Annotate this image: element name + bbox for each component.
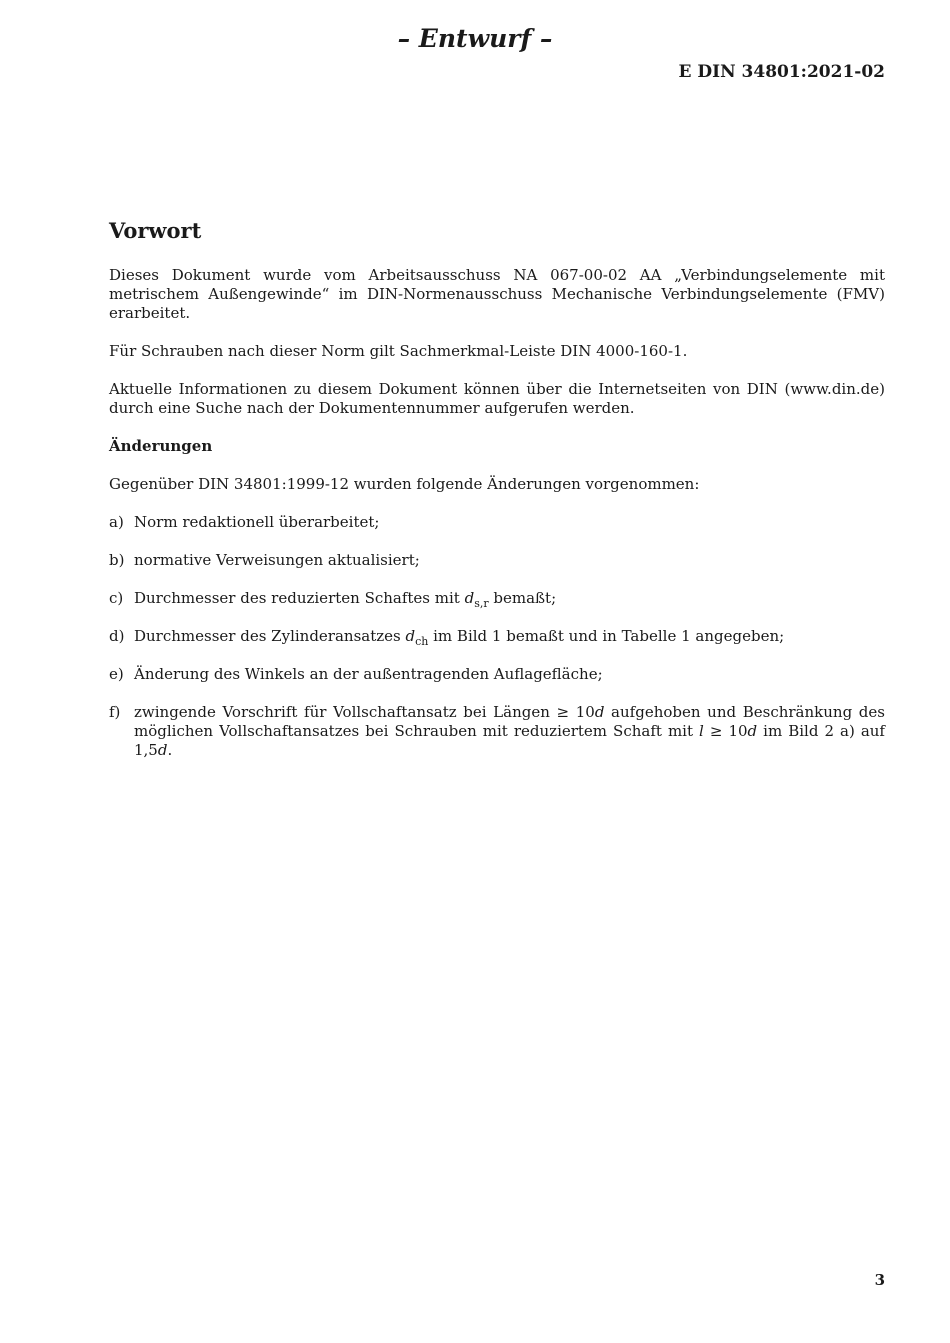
list-item-a bbox=[109, 513, 885, 532]
symbol-subscript: s,r bbox=[474, 597, 489, 610]
page-number: 3 bbox=[874, 1271, 885, 1289]
changes-heading: Änderungen bbox=[109, 437, 213, 455]
page-content bbox=[109, 218, 885, 779]
text-segment: zwingende Vorschrift für Vollschaftansatz bei Längen ≥ 10 bbox=[134, 703, 595, 721]
text-segment: bemaßt; bbox=[488, 589, 557, 607]
list-label: e) bbox=[109, 665, 124, 683]
document-identifier: E DIN 34801:2021-02 bbox=[678, 62, 885, 82]
symbol-subscript: ch bbox=[415, 635, 429, 648]
list-label: c) bbox=[109, 589, 124, 607]
text-segment: im Bild 2 a) auf 1,5 bbox=[134, 722, 885, 759]
list-label: b) bbox=[109, 551, 125, 569]
list-item-c bbox=[109, 589, 885, 608]
symbol: d bbox=[464, 589, 475, 607]
list-text bbox=[134, 589, 885, 608]
list-label: f) bbox=[109, 703, 121, 721]
text-segment: Durchmesser des reduzierten Schaftes mit bbox=[134, 589, 465, 607]
list-label: d) bbox=[109, 627, 125, 645]
symbol: d bbox=[405, 627, 416, 645]
list-item-e bbox=[109, 665, 885, 684]
list-item-d bbox=[109, 627, 885, 646]
list-item-f bbox=[109, 703, 885, 760]
foreword-paragraph-3: Aktuelle Informationen zu diesem Dokument können über die Internetseiten von DIN (www.din.de) durch eine Suche nach der Dokumentennummer aufgerufen werden. bbox=[109, 380, 885, 417]
list-text: normative Verweisungen aktualisiert; bbox=[134, 551, 420, 569]
list-text: Norm redaktionell überarbeitet; bbox=[134, 513, 380, 531]
foreword-heading: Vorwort bbox=[109, 218, 202, 243]
list-item-b bbox=[109, 551, 885, 570]
text-segment: . bbox=[167, 741, 173, 759]
symbol: d bbox=[747, 722, 758, 740]
symbol: l bbox=[699, 722, 704, 740]
text-segment: aufgehoben und Beschränkung des möglichen Vollschaftansatzes bei Schrauben mit reduziertem Schaft mit bbox=[134, 703, 885, 740]
changes-intro: Gegenüber DIN 34801:1999-12 wurden folgende Änderungen vorgenommen: bbox=[109, 475, 700, 493]
text-segment: Durchmesser des Zylinderansatzes bbox=[134, 627, 406, 645]
text-segment: ≥ 10 bbox=[703, 722, 748, 740]
list-text bbox=[134, 627, 885, 646]
symbol: d bbox=[157, 741, 168, 759]
foreword-paragraph-2: Für Schrauben nach dieser Norm gilt Sachmerkmal-Leiste DIN 4000-160-1. bbox=[109, 342, 688, 360]
text-segment: im Bild 1 bemaßt und in Tabelle 1 angegeben; bbox=[428, 627, 785, 645]
list-text bbox=[134, 703, 885, 760]
list-label: a) bbox=[109, 513, 124, 531]
symbol: d bbox=[594, 703, 605, 721]
foreword-paragraph-1: Dieses Dokument wurde vom Arbeitsausschuss NA 067-00-02 AA „Verbindungselemente mit metrischem Außengewinde“ im DIN-Normenausschuss Mechanische Verbindungselemente (FMV) erarbeitet. bbox=[109, 266, 885, 322]
draft-watermark-title: – Entwurf – bbox=[397, 24, 553, 53]
list-text: Änderung des Winkels an der außentragenden Auflagefläche; bbox=[134, 665, 603, 683]
